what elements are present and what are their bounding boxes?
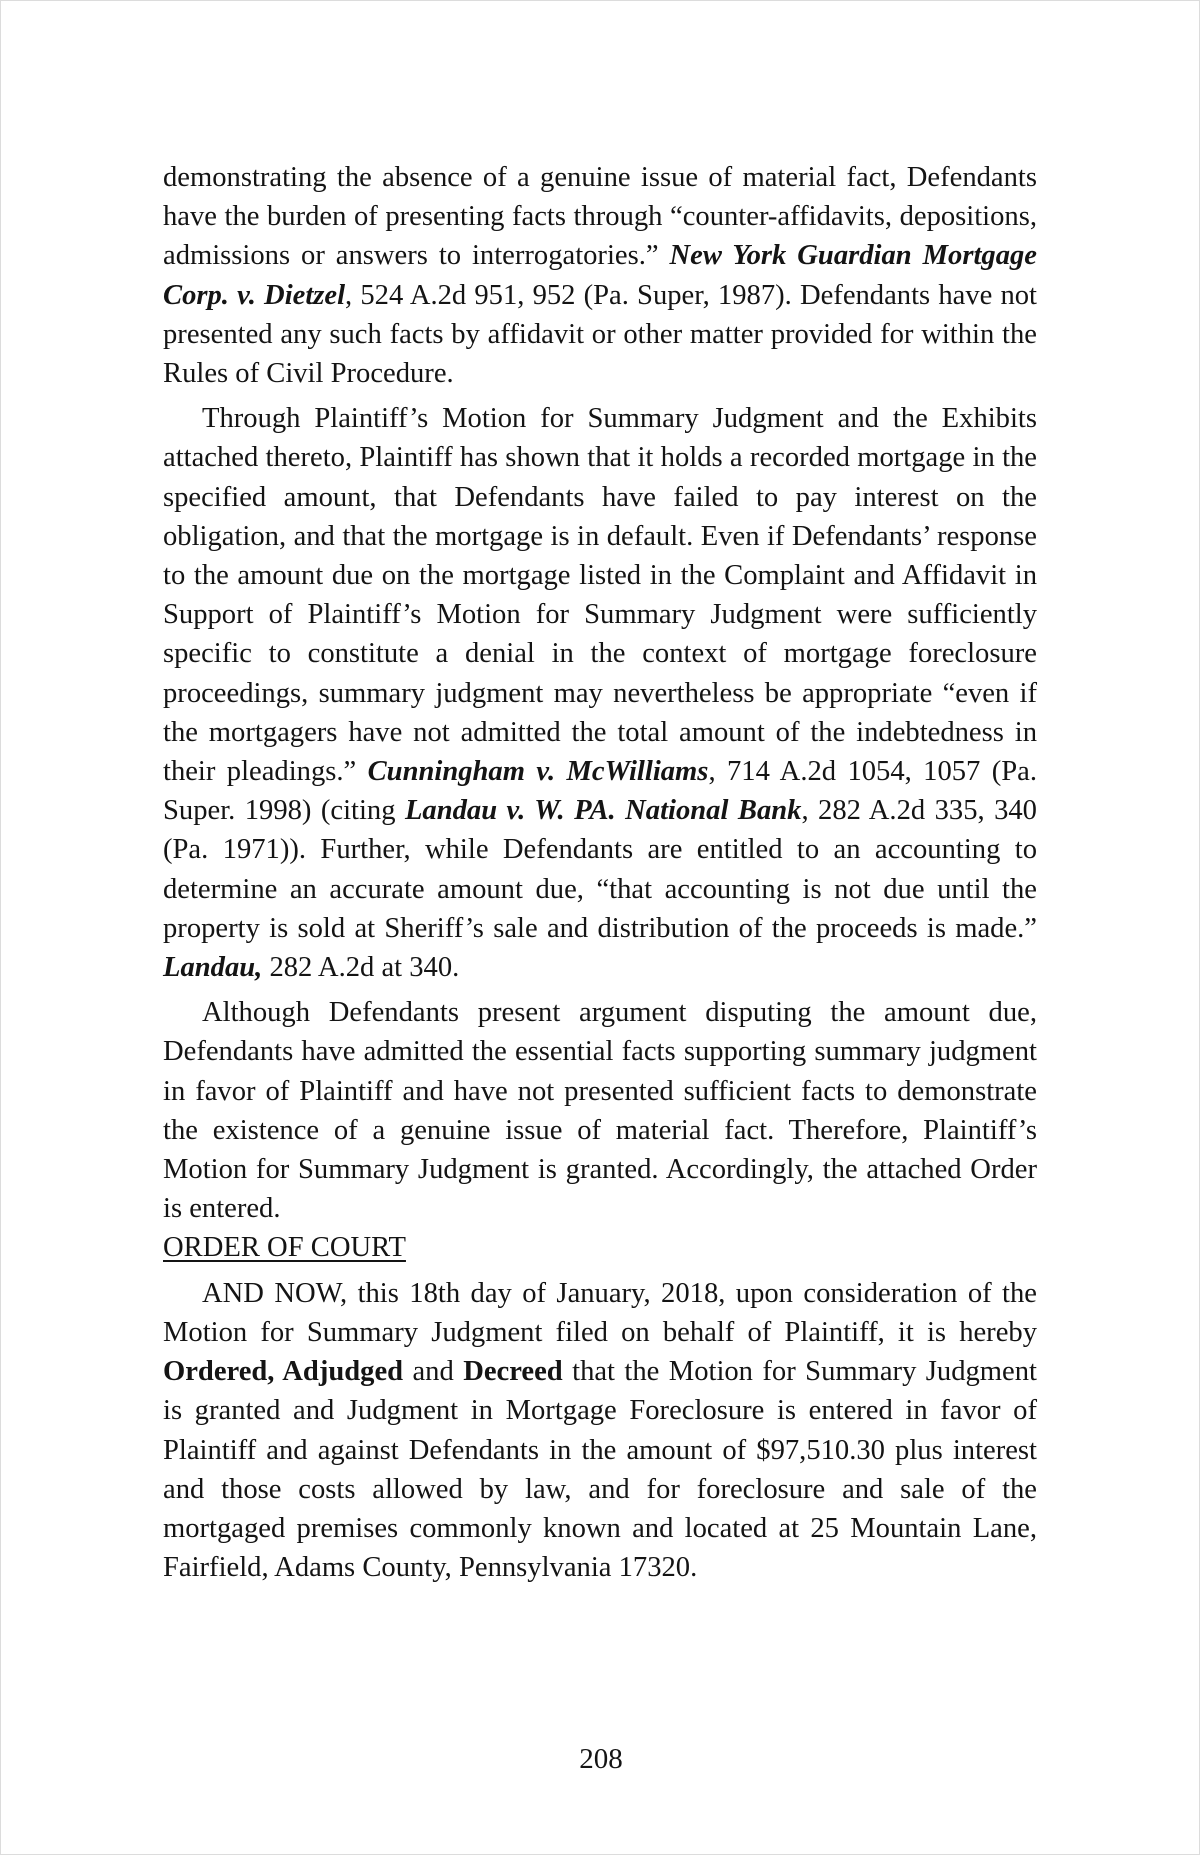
case-citation: Landau, <box>163 952 263 984</box>
paragraph-text: Although Defendants present argument disputing the amount due, Defendants have admitted the essential facts supporting summary judgment in favor of Plaintiff and have not presented sufficient facts to demonstrate the existence of a genuine issue of material fact. Therefore, Plaintiff’s Motion for Summary Judgment is granted. Accordingly, the attached Order is entered. <box>163 997 1037 1225</box>
body-text <box>163 158 1037 1587</box>
order-emphasis: Ordered, Adjudged <box>163 1356 404 1388</box>
paragraph-motion-analysis <box>163 399 1037 987</box>
order-heading: ORDER OF COURT <box>163 1232 406 1264</box>
paragraph-text: 282 A.2d at 340. <box>262 952 460 984</box>
paragraph-text: AND NOW, this 18th day of January, 2018, upon consideration of the Motion for Summary Judgment filed on behalf of Plaintiff, it is hereby <box>163 1277 1037 1348</box>
paragraph-text: Through Plaintiff’s Motion for Summary Judgment and the Exhibits attached thereto, Plaintiff has shown that it holds a recorded mortgage in the specified amount, that Defendants have failed to pay interest on the obligation, and that the mortgage is in default. Even if Defendants’ response to the amount due on the mortgage listed in the Complaint and Affidavit in Support of Plaintiff’s Motion for Summary Judgment were sufficiently specific to constitute a denial in the context of mortgage foreclosure proceedings, summary judgment may nevertheless be appropriate “even if the mortgagers have not admitted the total amount of the indebtedness in their pleadings.” <box>163 403 1037 788</box>
paragraph-text: , 524 A.2d 951, 952 (Pa. Super, 1987). Defendants have not presented any such facts by affidavit or other matter provided for within the Rules of Civil Procedure. <box>163 279 1038 390</box>
case-citation: Cunningham v. McWilliams <box>367 756 709 788</box>
paragraph-continuation <box>163 158 1037 393</box>
case-citation: New York Guardian Mortgage Corp. v. Dietzel <box>163 240 1038 311</box>
paragraph-text: demonstrating the absence of a genuine issue of material fact, Defendants have the burden of presenting facts through “counter-affidavits, depositions, admissions or answers to interrogatories.” <box>163 162 1037 272</box>
order-emphasis: Decreed <box>463 1356 563 1388</box>
paragraph-text: , 282 A.2d 335, 340 (Pa. 1971)). Further, while Defendants are entitled to an accounting to determine an accurate amount due, “that accounting is not due until the property is sold at Sheriff’s sale and distribution of the proceeds is made.” <box>163 795 1037 944</box>
paragraph-conclusion <box>163 993 1037 1228</box>
paragraph-text: , 714 A.2d 1054, 1057 (Pa. Super. 1998) (citing <box>163 756 1037 827</box>
case-citation: Landau v. W. PA. National Bank <box>404 795 802 827</box>
paragraph-order <box>163 1274 1037 1588</box>
paragraph-text: that the Motion for Summary Judgment is granted and Judgment in Mortgage Foreclosure is entered in favor of Plaintiff and against Defendants in the amount of $97,510.30 plus interest and those costs allowed by law, and for foreclosure and sale of the mortgaged premises commonly known and located at 25 Mountain Lane, Fairfield, Adams County, Pennsylvania 17320. <box>163 1356 1037 1584</box>
paragraph-text: and <box>403 1356 464 1388</box>
page-number: 208 <box>579 1743 623 1775</box>
